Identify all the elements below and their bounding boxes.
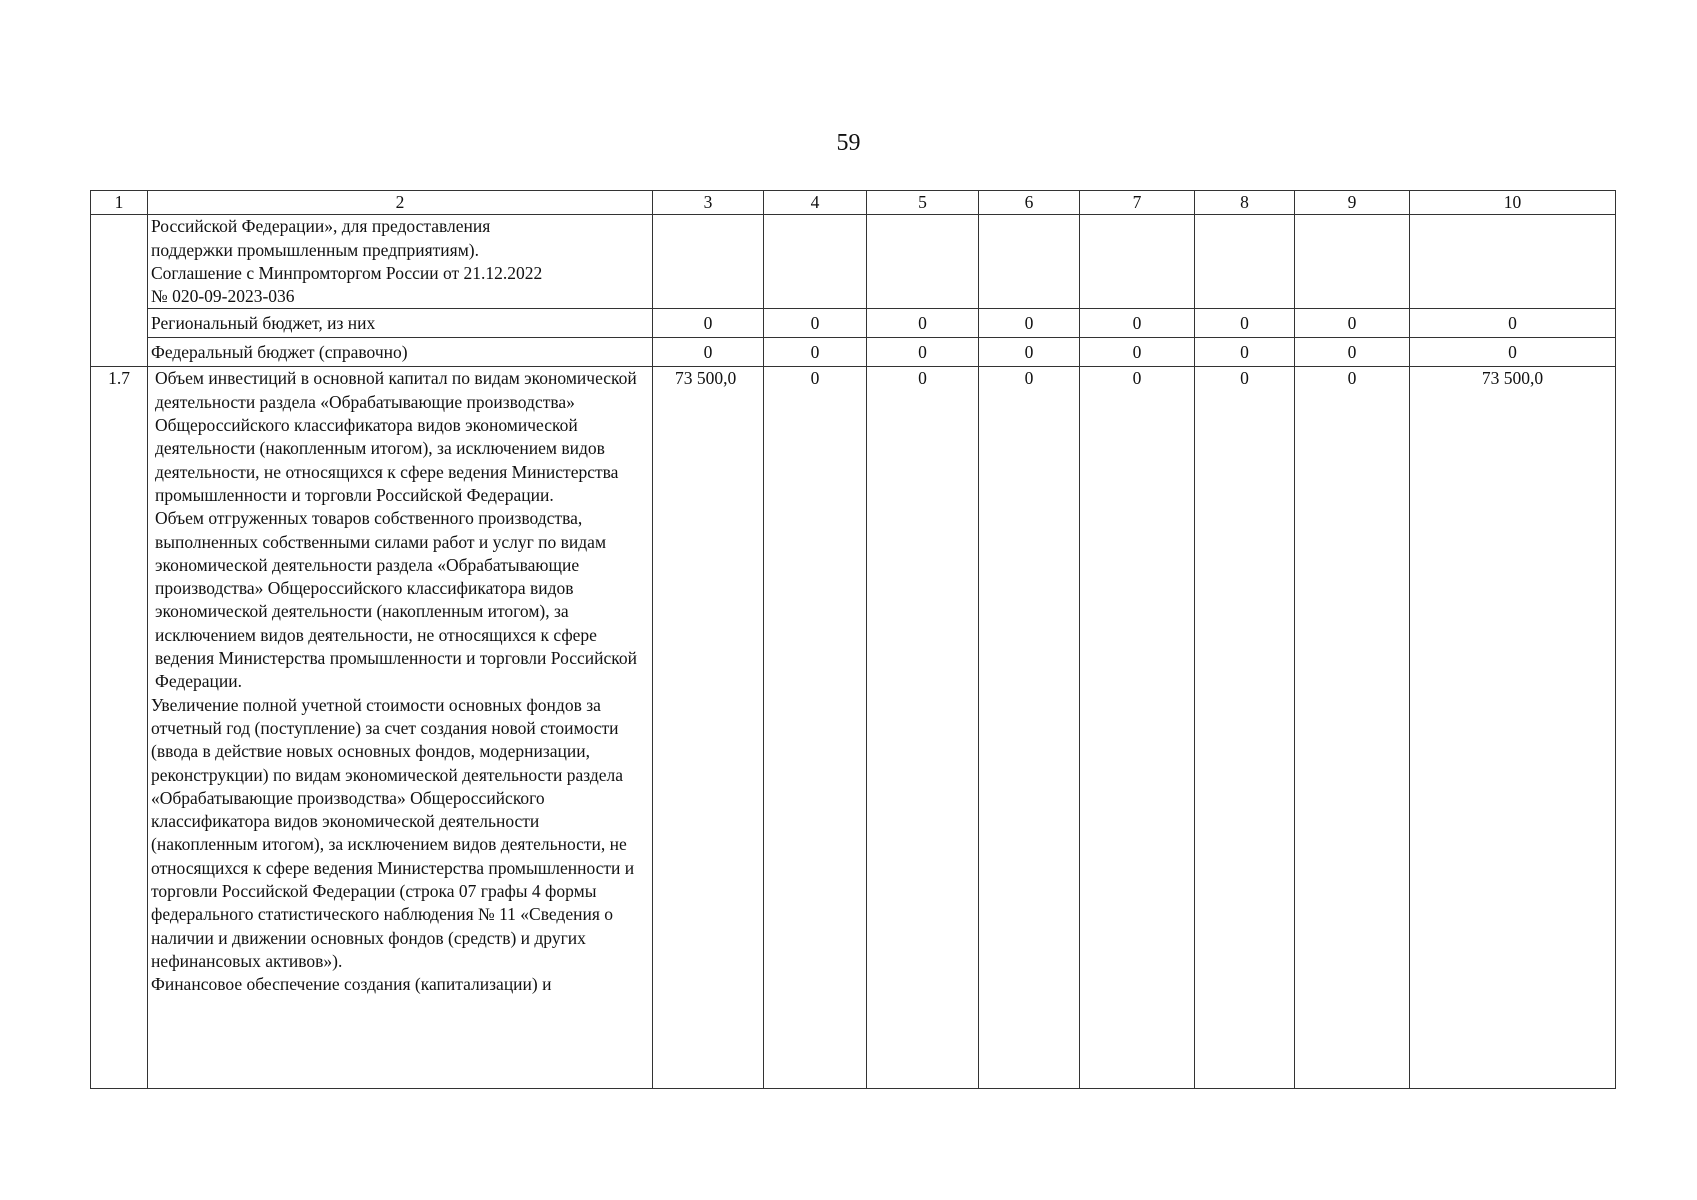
text-line: Соглашение с Минпромторгом России от 21.12.2022 (151, 262, 543, 283)
column-header: 10 (1410, 191, 1616, 215)
column-header: 1 (91, 191, 148, 215)
value-cell: 0 (1410, 309, 1616, 338)
row-index (91, 215, 148, 367)
value-cell: 0 (653, 309, 764, 338)
empty-cell (1295, 215, 1410, 309)
value-cell: 0 (1080, 338, 1195, 367)
column-header: 6 (979, 191, 1080, 215)
paragraph: Финансовое обеспечение создания (капитализации) и (151, 974, 552, 995)
value-cell: 0 (1080, 309, 1195, 338)
row-index: 1.7 (91, 367, 148, 1089)
value-cell: 0 (1195, 338, 1295, 367)
value-cell: 0 (979, 309, 1080, 338)
column-header: 4 (764, 191, 867, 215)
value-cell: 0 (1195, 367, 1295, 1089)
value-cell: 0 (764, 367, 867, 1089)
value-cell: 0 (764, 309, 867, 338)
paragraph: Объем инвестиций в основной капитал по видам экономической деятельности раздела «Обрабатывающие производства» Общероссийского классификатора видов экономической деятельности (накопленным итогом), за исключением видов деятельности, не относящихся к сфере ведения Министерства промышленности и торговли Российской Федерации. (155, 368, 637, 505)
empty-cell (1080, 215, 1195, 309)
federal-budget-label: Федеральный бюджет (справочно) (148, 338, 653, 367)
value-cell: 0 (653, 338, 764, 367)
value-cell: 0 (867, 309, 979, 338)
table-row-regional (91, 309, 1616, 338)
column-header: 2 (148, 191, 653, 215)
value-cell: 0 (979, 338, 1080, 367)
text-line: № 020-09-2023-036 (151, 286, 295, 307)
column-header: 7 (1080, 191, 1195, 215)
value-cell: 0 (1195, 309, 1295, 338)
value-cell: 0 (1295, 338, 1410, 367)
budget-table (90, 190, 1616, 1089)
page-number: 59 (836, 130, 861, 156)
table-row-continuation (91, 215, 1616, 309)
table-row-federal (91, 338, 1616, 367)
value-cell: 73 500,0 (1410, 367, 1616, 1089)
value-cell: 73 500,0 (653, 367, 764, 1089)
value-cell: 0 (1080, 367, 1195, 1089)
empty-cell (979, 215, 1080, 309)
paragraph: Увеличение полной учетной стоимости основных фондов за отчетный год (поступление) за счет создания новой стоимости (ввода в действие новых основных фондов, модернизации, реконструкции) по видам экономической деятельности раздела «Обрабатывающие производства» Общероссийского классификатора видов экономической деятельности (накопленным итогом), за исключением видов деятельности, не относящихся к сфере ведения Министерства промышленности и торговли Российской Федерации (строка 07 графы 4 формы федерального статистического наблюдения № 11 «Сведения о наличии и движении основных фондов (средств) и других нефинансовых активов»). (151, 694, 635, 971)
column-number-row (91, 191, 1616, 215)
regional-budget-label: Региональный бюджет, из них (148, 309, 653, 338)
value-cell: 0 (1295, 367, 1410, 1089)
value-cell: 0 (764, 338, 867, 367)
continuation-text (148, 215, 653, 309)
empty-cell (1410, 215, 1616, 309)
empty-cell (764, 215, 867, 309)
value-cell: 0 (1295, 309, 1410, 338)
text-line: поддержки промышленным предприятиям). (151, 239, 479, 260)
empty-cell (1195, 215, 1295, 309)
empty-cell (653, 215, 764, 309)
value-cell: 0 (867, 367, 979, 1089)
paragraph: Объем отгруженных товаров собственного производства, выполненных собственными силами работ и услуг по видам экономической деятельности раздела «Обрабатывающие производства» Общероссийского классификатора видов экономической деятельности (накопленным итогом), за исключением видов деятельности, не относящихся к сфере ведения Министерства промышленности и торговли Российской Федерации. (155, 508, 638, 692)
table-row-item-1-7 (91, 367, 1616, 1089)
empty-cell (867, 215, 979, 309)
value-cell: 0 (1410, 338, 1616, 367)
value-cell: 0 (979, 367, 1080, 1089)
column-header: 8 (1195, 191, 1295, 215)
value-cell: 0 (867, 338, 979, 367)
column-header: 9 (1295, 191, 1410, 215)
item-description (148, 367, 653, 1089)
column-header: 3 (653, 191, 764, 215)
column-header: 5 (867, 191, 979, 215)
text-line: Российской Федерации», для предоставления (151, 216, 491, 237)
